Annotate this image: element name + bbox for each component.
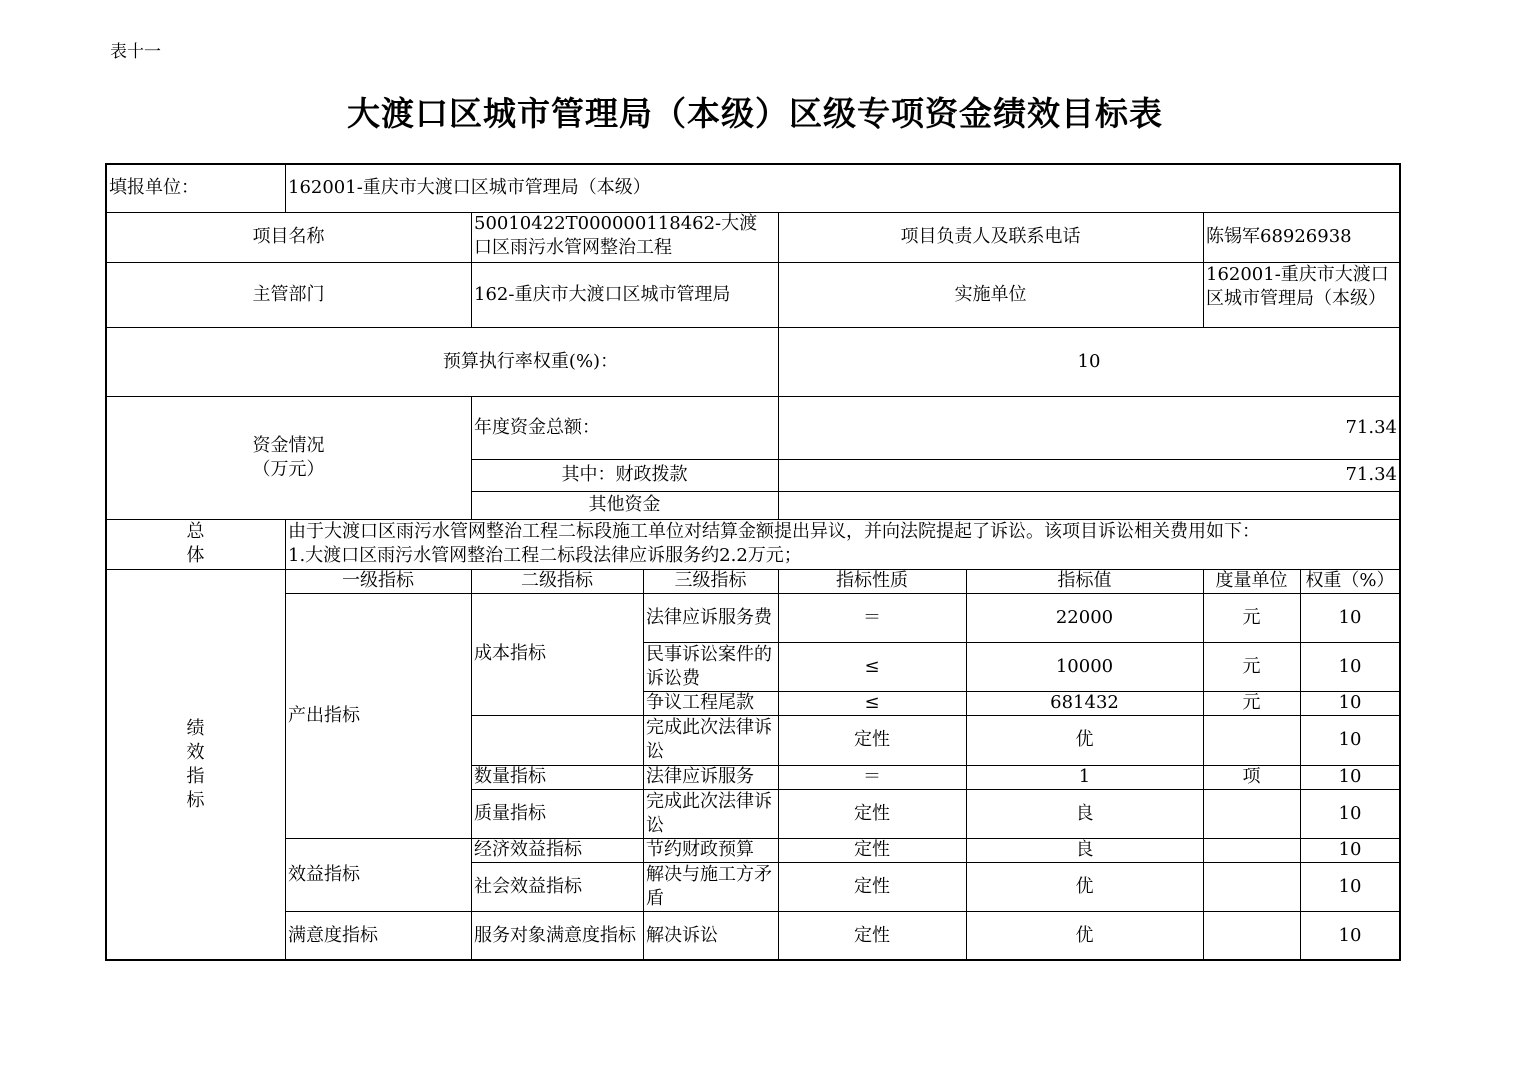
overall-label: 总体 <box>186 521 205 566</box>
grid-line <box>471 569 472 960</box>
fiscal-value: 71.34 <box>1345 464 1397 485</box>
department-value: 162-重庆市大渡口区城市管理局 <box>474 283 731 305</box>
overall-goal-line-1: 由于大渡口区雨污水管网整治工程二标段施工单位对结算金额提出异议，并向法院提起了诉讼。该项目诉讼相关费用如下： <box>288 521 1260 542</box>
funds-label: 资金情况（万元） <box>252 434 325 480</box>
indicator-row-3-value: 优 <box>1075 729 1094 750</box>
indicator-row-5-level3: 完成此次法律诉讼 <box>646 790 772 836</box>
indicator-row-4-weight: 10 <box>1338 766 1362 787</box>
indicator-row-8-nature: 定性 <box>854 924 890 946</box>
indicator-row-3-unit <box>1203 715 1300 765</box>
col-header-nature: 指标性质 <box>836 570 908 591</box>
col-header-level1: 一级指标 <box>342 570 414 591</box>
indicator-row-2-unit: 元 <box>1242 692 1261 713</box>
indicator-row-1-unit: 元 <box>1242 655 1261 677</box>
implementing-value: 162001-重庆市大渡口区城市管理局（本级） <box>1206 264 1389 309</box>
level1-output: 产出指标 <box>288 704 360 726</box>
table-border-bottom <box>106 959 1401 961</box>
indicator-row-1-level3: 民事诉讼案件的诉讼费 <box>646 643 772 689</box>
col-header-unit: 度量单位 <box>1215 570 1288 591</box>
indicator-row-6-nature: 定性 <box>854 839 890 860</box>
grid-line <box>285 593 1400 594</box>
grid-line <box>106 569 1400 570</box>
indicator-row-7-unit <box>1203 862 1300 911</box>
indicator-row-7-level3: 解决与施工方矛盾 <box>646 863 772 909</box>
page-title: 大渡口区城市管理局（本级）区级专项资金绩效目标表 <box>347 94 1163 133</box>
indicator-row-5-nature: 定性 <box>854 802 890 824</box>
indicator-row-1-value: 10000 <box>1055 655 1114 677</box>
grid-line <box>285 838 1400 839</box>
indicator-row-6-unit <box>1203 838 1300 862</box>
grid-line <box>285 163 286 213</box>
grid-line <box>1203 569 1204 960</box>
grid-line <box>471 789 1400 790</box>
project-name-label: 项目名称 <box>252 226 325 247</box>
grid-line <box>106 327 1400 328</box>
indicator-row-5-unit <box>1203 789 1300 838</box>
grid-line <box>471 491 1400 492</box>
level2-satisfaction: 服务对象满意度指标 <box>474 924 636 946</box>
other-funds-label: 其他资金 <box>588 494 661 515</box>
grid-line <box>778 569 779 960</box>
indicator-row-8-weight: 10 <box>1338 924 1362 946</box>
indicator-row-3-weight: 10 <box>1338 729 1362 750</box>
indicator-row-6-weight: 10 <box>1338 839 1362 860</box>
level2-blank <box>471 715 643 765</box>
indicator-row-3-level3: 完成此次法律诉讼 <box>646 717 772 762</box>
indicator-row-4-value: 1 <box>1078 766 1091 787</box>
indicator-row-0-nature: ＝ <box>863 606 881 628</box>
indicator-row-4-unit: 项 <box>1242 766 1261 787</box>
grid-line <box>643 691 1400 692</box>
indicator-row-6-level3: 节约财政预算 <box>646 839 754 860</box>
overall-goal <box>285 519 1400 569</box>
grid-line <box>285 519 286 960</box>
indicator-row-7-nature: 定性 <box>854 875 890 897</box>
indicator-row-2-weight: 10 <box>1338 692 1362 713</box>
level2-cost: 成本指标 <box>474 643 546 664</box>
indicator-row-1-nature: ≤ <box>864 655 880 677</box>
level1-satisfaction: 满意度指标 <box>288 924 378 946</box>
indicator-row-0-level3: 法律应诉服务费 <box>646 606 772 628</box>
level2-social: 社会效益指标 <box>474 875 582 897</box>
table-border-right <box>1399 163 1401 961</box>
contact-label: 项目负责人及联系电话 <box>900 226 1081 247</box>
table-border-left <box>105 163 107 961</box>
indicators-section-label: 绩效指标 <box>186 717 205 811</box>
grid-line <box>285 911 1400 912</box>
form-number: 表十一 <box>110 42 161 62</box>
col-header-level3: 三级指标 <box>674 570 747 591</box>
reporting-unit-label: 填报单位： <box>109 177 199 198</box>
grid-line <box>643 642 1400 643</box>
department-label: 主管部门 <box>252 283 325 305</box>
indicator-row-0-value: 22000 <box>1055 606 1114 628</box>
indicator-row-2-nature: ≤ <box>864 692 880 713</box>
grid-line <box>471 212 472 327</box>
indicator-row-8-value: 优 <box>1075 924 1094 946</box>
indicator-row-2-value: 681432 <box>1050 692 1119 713</box>
indicator-row-4-nature: ＝ <box>863 766 881 787</box>
col-header-level2: 二级指标 <box>521 570 593 591</box>
col-header-weight: 权重（%） <box>1305 570 1395 591</box>
grid-line <box>643 569 644 960</box>
indicator-row-3-nature: 定性 <box>854 729 890 750</box>
indicator-row-5-weight: 10 <box>1338 802 1362 824</box>
grid-line <box>778 212 779 519</box>
indicator-row-8-unit <box>1203 911 1300 960</box>
table-border-top <box>106 163 1401 165</box>
grid-line <box>1203 212 1204 327</box>
level2-economic: 经济效益指标 <box>474 839 582 860</box>
col-header-value: 指标值 <box>1057 570 1112 591</box>
grid-line <box>1300 569 1301 960</box>
annual-total-value: 71.34 <box>1345 416 1397 438</box>
grid-line <box>471 715 1400 716</box>
indicator-row-8-level3: 解决诉讼 <box>646 924 718 946</box>
indicator-row-4-level3: 法律应诉服务 <box>646 766 754 787</box>
reporting-unit-value: 162001-重庆市大渡口区城市管理局（本级） <box>288 177 651 198</box>
indicator-row-1-weight: 10 <box>1338 655 1362 677</box>
level2-quality: 质量指标 <box>474 802 546 824</box>
level1-benefit: 效益指标 <box>288 863 360 885</box>
grid-line <box>106 519 1400 520</box>
contact-value: 陈锡军68926938 <box>1206 226 1352 247</box>
grid-line <box>471 396 472 519</box>
indicator-row-0-weight: 10 <box>1338 606 1362 628</box>
project-name-value: 50010422T000000118462-大渡口区雨污水管网整治工程 <box>474 213 758 258</box>
grid-line <box>966 569 967 960</box>
level2-quantity: 数量指标 <box>474 766 546 787</box>
budget-weight-label: 预算执行率权重(%)： <box>442 350 619 372</box>
indicator-row-7-value: 优 <box>1075 875 1094 897</box>
grid-line <box>106 396 1400 397</box>
implementing-label: 实施单位 <box>954 283 1027 305</box>
overall-goal-line-2: 1.大渡口区雨污水管网整治工程二标段法律应诉服务约2.2万元； <box>288 545 802 566</box>
grid-line <box>106 262 1400 263</box>
indicator-row-0-unit: 元 <box>1242 606 1261 628</box>
fiscal-label: 其中：财政拨款 <box>561 464 688 485</box>
indicator-row-2-level3: 争议工程尾款 <box>646 692 754 713</box>
budget-weight-value: 10 <box>1077 350 1101 372</box>
indicator-row-7-weight: 10 <box>1338 875 1362 897</box>
grid-line <box>471 459 1400 460</box>
indicator-row-6-value: 良 <box>1075 839 1094 860</box>
grid-line <box>471 765 1400 766</box>
annual-total-label: 年度资金总额： <box>474 416 600 438</box>
grid-line <box>106 212 1400 213</box>
grid-line <box>471 862 1400 863</box>
indicator-row-5-value: 良 <box>1075 802 1094 824</box>
other-funds-value <box>778 491 1400 519</box>
